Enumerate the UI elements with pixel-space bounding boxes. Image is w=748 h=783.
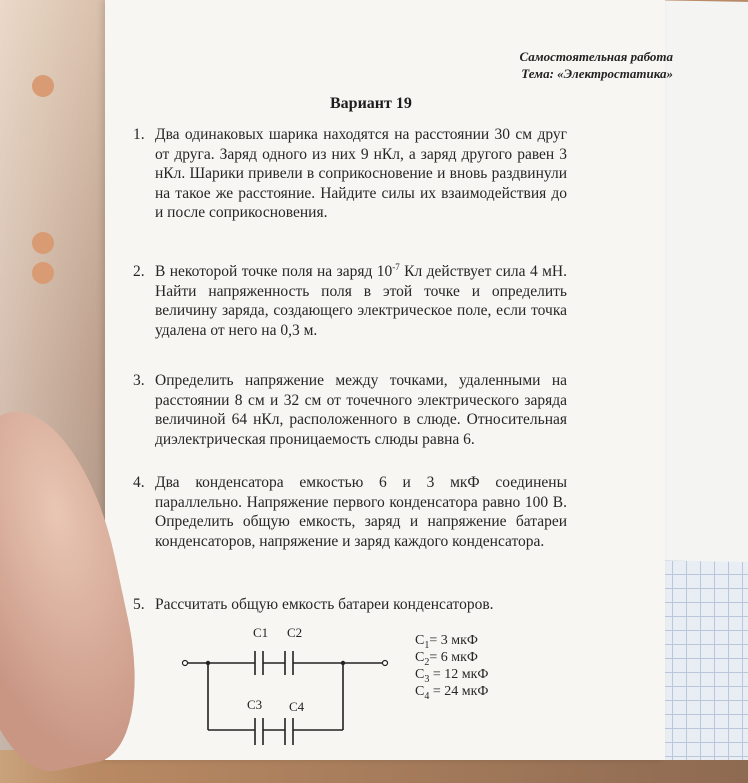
task-text-part-a: В некоторой точке поля на заряд 10	[155, 263, 393, 280]
terminal	[183, 661, 188, 666]
label-c1: C1	[253, 625, 269, 640]
label-c4: C4	[289, 699, 305, 714]
punch-hole	[32, 262, 54, 284]
capacitor-value-row: $C_4 = 24$ мкФ	[415, 684, 489, 702]
task-number: 5.	[133, 596, 145, 613]
task-3	[133, 371, 567, 449]
task-number: 4.	[133, 474, 145, 491]
header-line-2: Тема: «Электростатика»	[521, 66, 673, 81]
capacitor-value-row: $C_2= 6$ мкФ	[415, 650, 478, 668]
junction	[341, 661, 345, 665]
terminal	[383, 661, 388, 666]
worksheet-header	[520, 48, 674, 82]
variant-title: Вариант 19	[330, 95, 412, 112]
task-text: Рассчитать общую емкость батареи конденсаторов.	[155, 596, 494, 613]
label-c3: C3	[247, 697, 263, 712]
junction	[206, 661, 210, 665]
task-text: Два одинаковых шарика находятся на расстоянии 30 см друг от друга. Заряд одного из них 9 нКл, а заряд другого равен 3 нКл. Шарики привели в соприкосновение и вновь раздвинули на такое же расстояние. Найдите силы их взаимодействия до и после соприкосновения.	[155, 126, 567, 221]
capacitor-value-row: $C_1= 3$ мкФ	[415, 633, 478, 651]
task-1	[133, 125, 567, 223]
task-text: Определить напряжение между точками, удаленными на расстоянии 8 см и 32 см от точечного электрического заряда величиной 64 нКл, расположенного в слюде. Относительная диэлектрическая проницаемость слюды равна 6.	[155, 372, 567, 448]
label-c2: C2	[287, 625, 303, 640]
punch-hole	[32, 232, 54, 254]
punch-hole	[32, 75, 54, 97]
capacitor-values	[415, 632, 488, 700]
task-number: 1.	[133, 126, 145, 143]
task-4	[133, 473, 567, 551]
task-5	[133, 595, 567, 615]
task-text-part-b: Кл действует сила 4 мН. Найти напряженность поля в этой точке и определить величину заряда, создающего электрическое поле, если точка удалена от него на 0,3 м.	[155, 263, 567, 339]
task-number: 3.	[133, 372, 145, 389]
capacitor-circuit-diagram	[175, 625, 405, 750]
exponent: -7	[392, 261, 400, 272]
task-text: Два конденсатора емкостью 6 и 3 мкФ соединены параллельно. Напряжение первого конденсатора равно 100 В. Определить общую емкость, заряд и напряжение батареи конденсаторов, напряжение и заряд каждого конденсатора.	[155, 474, 567, 550]
capacitor-value-row: $C_3 = 12$ мкФ	[415, 667, 489, 685]
task-number: 2.	[133, 263, 145, 280]
task-2	[133, 261, 567, 340]
header-line-1: Самостоятельная работа	[519, 49, 673, 64]
